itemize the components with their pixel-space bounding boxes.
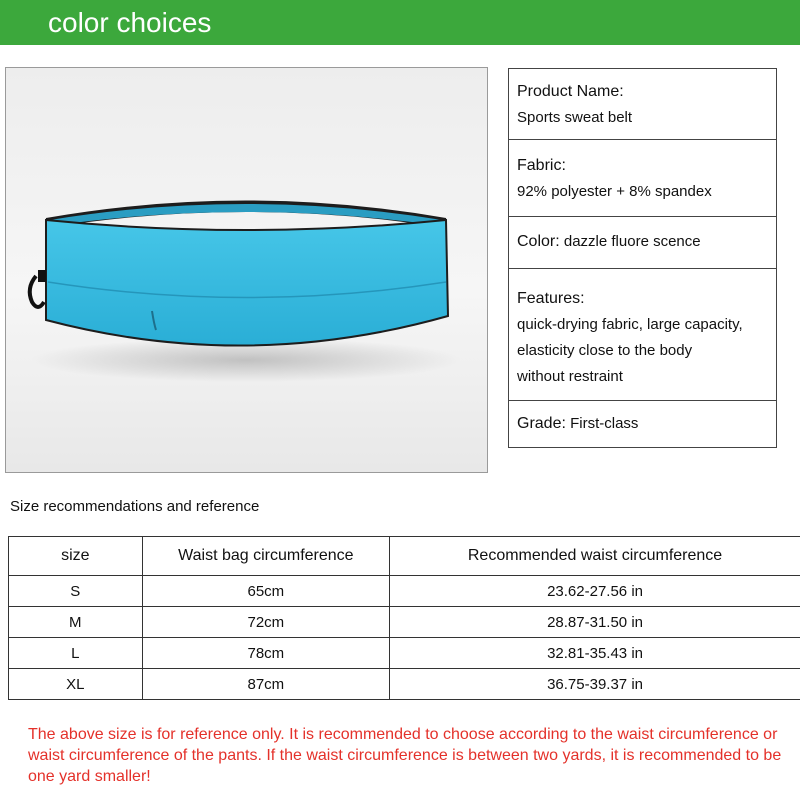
- waist-bag-column-header: Waist bag circumference: [142, 537, 389, 576]
- table-row: [9, 607, 800, 638]
- spec-grade-value: First-class: [570, 415, 639, 432]
- product-photo: [5, 67, 488, 473]
- spec-color: [509, 217, 776, 269]
- spec-fabric: [509, 140, 776, 217]
- size-cell: S: [9, 576, 143, 607]
- waist-bag-cell: 78cm: [142, 638, 389, 669]
- recommended-waist-cell: 32.81-35.43 in: [390, 638, 800, 669]
- spec-features-line: elasticity close to the body: [517, 342, 693, 359]
- spec-fabric-label: Fabric:: [517, 157, 566, 174]
- product-spec-table: [508, 68, 777, 448]
- spec-features-label: Features:: [517, 290, 585, 307]
- size-disclaimer-note: The above size is for reference only. It is recommended to choose according to the waist circumference or waist circumference of the pants. If the waist circumference is between two yards, it is recommended to be one yard smaller!: [28, 726, 782, 785]
- size-cell: L: [9, 638, 143, 669]
- recommended-waist-cell: 23.62-27.56 in: [390, 576, 800, 607]
- recommended-waist-cell: 36.75-39.37 in: [390, 669, 800, 700]
- recommended-waist-cell: 28.87-31.50 in: [390, 607, 800, 638]
- spec-features-line: quick-drying fabric, large capacity,: [517, 316, 743, 333]
- spec-color-label: Color:: [517, 233, 560, 250]
- belt-illustration: [6, 68, 487, 472]
- spec-grade-label: Grade:: [517, 415, 566, 432]
- spec-features: [509, 269, 776, 401]
- recommended-waist-column-header: Recommended waist circumference: [390, 537, 800, 576]
- spec-color-value: dazzle fluore scence: [563, 233, 701, 250]
- table-row: [9, 669, 800, 700]
- waist-bag-cell: 65cm: [142, 576, 389, 607]
- belt-body: [46, 220, 448, 346]
- spec-fabric-value: 92% polyester + 8% spandex: [517, 183, 712, 200]
- table-row: [9, 638, 800, 669]
- waist-bag-cell: 87cm: [142, 669, 389, 700]
- waist-bag-cell: 72cm: [142, 607, 389, 638]
- size-cell: XL: [9, 669, 143, 700]
- table-row: [9, 576, 800, 607]
- spec-features-line: without restraint: [517, 368, 623, 385]
- spec-grade: [509, 401, 776, 447]
- size-section-heading: Size recommendations and reference: [10, 498, 260, 515]
- spec-product-name-value: Sports sweat belt: [517, 109, 633, 126]
- header-banner: [0, 0, 800, 45]
- spec-product-name: [509, 69, 776, 140]
- size-cell: M: [9, 607, 143, 638]
- size-table: [8, 536, 800, 700]
- spec-product-name-label: Product Name:: [517, 83, 624, 100]
- size-column-header: size: [9, 537, 143, 576]
- size-table-header-row: [9, 537, 800, 576]
- banner-title: color choices: [48, 7, 212, 38]
